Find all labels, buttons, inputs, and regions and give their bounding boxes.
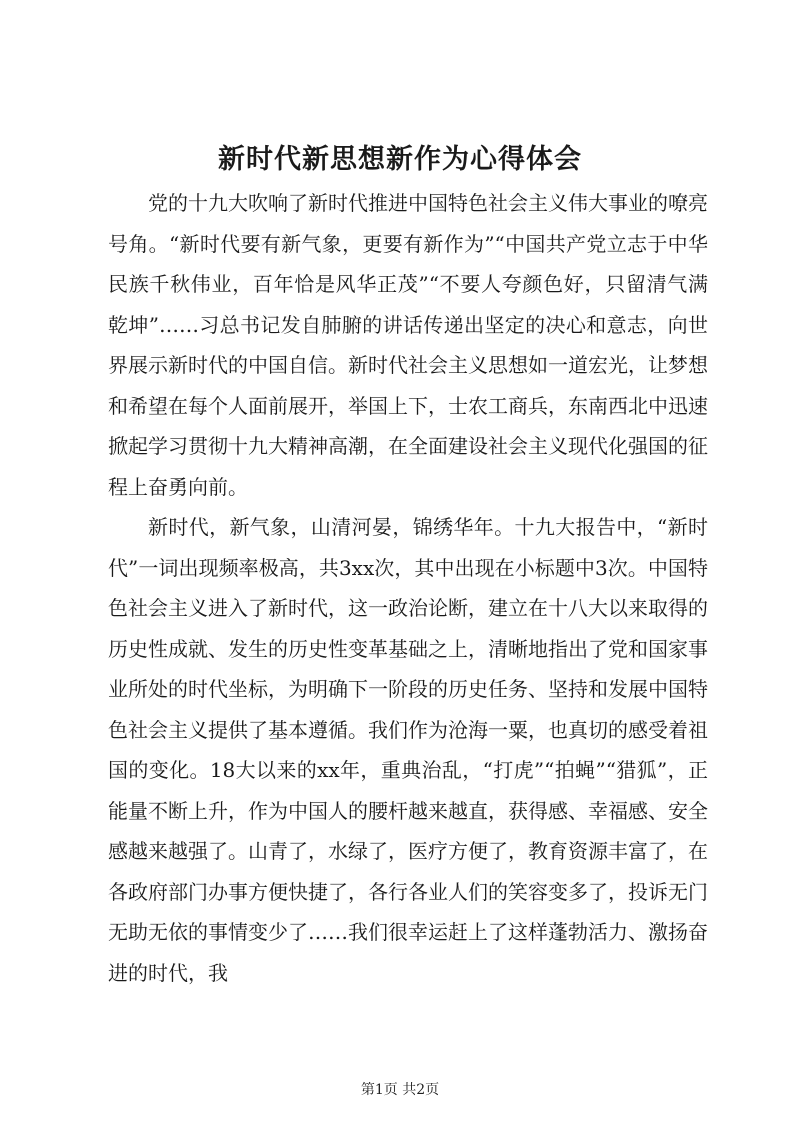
document-title: 新时代新思想新作为心得体会 [218, 144, 582, 175]
page-number: 第1页 共2页 [360, 1082, 440, 1098]
paragraph-1: 党的十九大吹响了新时代推进中国特色社会主义伟大事业的嘹亮号角。“新时代要有新气象，更要有新作为”“中国共产党立志于中华民族千秋伟业，百年恰是风华正茂”“不要人夸颜色好，只留清气满乾坤”……习总书记发自肺腑的讲话传递出坚定的决心和意志，向世界展示新时代的中国自信。新时代社会主义思想如一道宏光，让梦想和希望在每个人面前展开，举国上下，士农工商兵，东南西北中迅速掀起学习贯彻十九大精神高潮，在全面建设社会主义现代化强国的征程上奋勇向前。 [108, 191, 708, 499]
paragraph-2: 新时代，新气象，山清河晏，锦绣华年。十九大报告中，“新时代”一词出现频率极高，共3xx次，其中出现在小标题中3次。中国特色社会主义进入了新时代，这一政治论断，建立在十八大以来取得的历史性成就、发生的历史性变革基础之上，清晰地指出了党和国家事业所处的时代坐标，为明确下一阶段的历史任务、坚持和发展中国特色社会主义提供了基本遵循。我们作为沧海一粟，也真切的感受着祖国的变化。18大以来的xx年，重典治乱，“打虎”“拍蝇”“猎狐”，正能量不断上升，作为中国人的腰杆越来越直，获得感、幸福感、安全感越来越强了。山青了，水绿了，医疗方便了，教育资源丰富了，在各政府部门办事方便快捷了，各行各业人们的笑容变多了，投诉无门无助无依的事情变少了……我们很幸运赶上了这样蓬勃活力、激扬奋进的时代，我 [108, 515, 708, 985]
page-footer [0, 1080, 800, 1100]
document-body [108, 183, 708, 993]
